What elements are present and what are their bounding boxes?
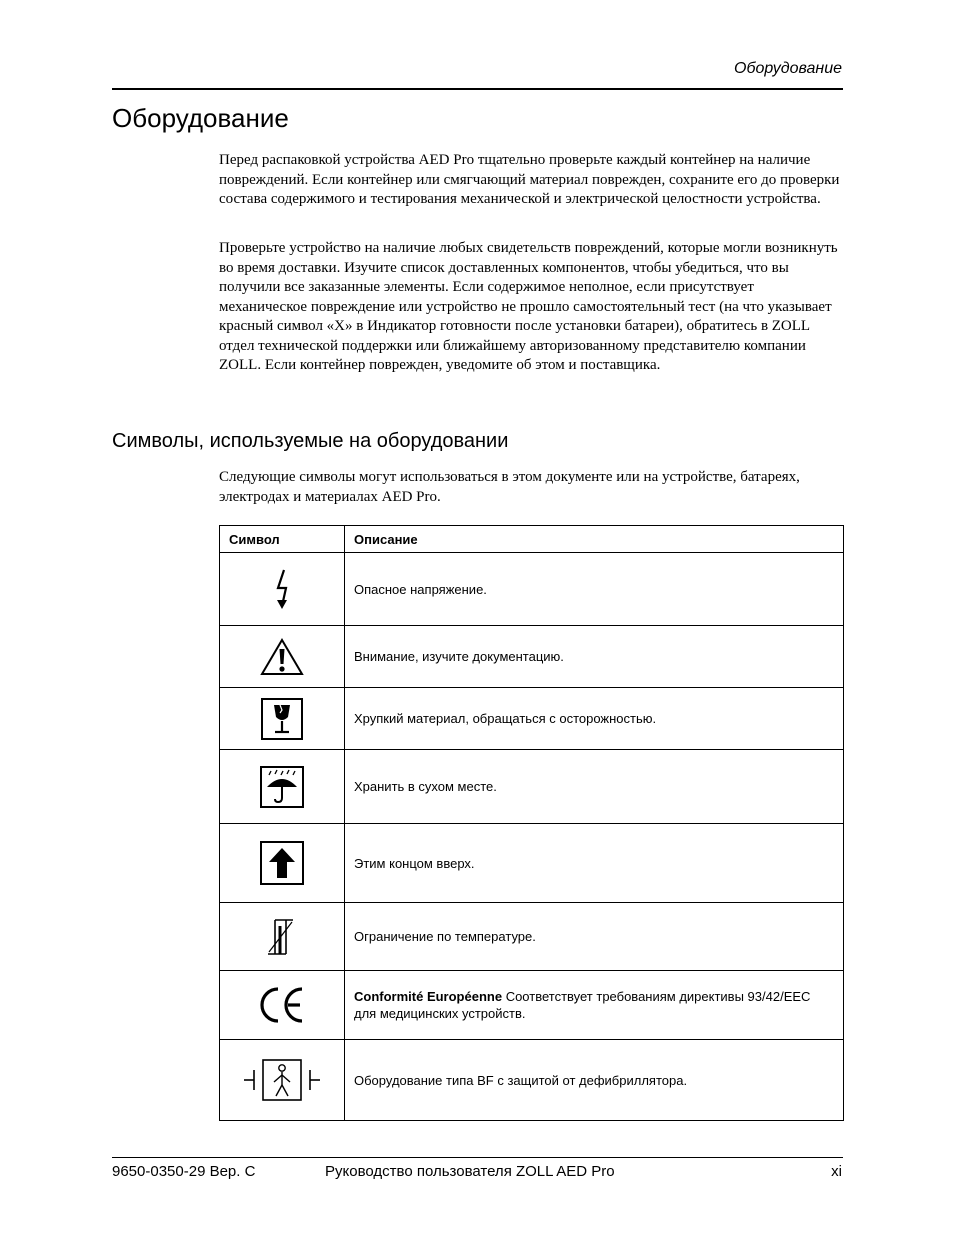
symbols-section-title: Символы, используемые на оборудовании [112, 430, 509, 452]
column-header-description: Описание [345, 526, 844, 553]
ce-mark-icon [258, 985, 306, 1025]
footer-page-number: xi [831, 1163, 842, 1180]
symbol-cell [220, 626, 345, 688]
symbol-cell [220, 971, 345, 1040]
table-row [220, 553, 844, 626]
type-bf-defib-proof-icon [240, 1058, 324, 1102]
symbol-cell [220, 824, 345, 903]
high-voltage-icon [270, 568, 294, 610]
header-divider [112, 88, 843, 90]
symbol-cell [220, 750, 345, 824]
symbols-intro: Следующие символы могут использоваться в этом документе или на устройстве, батареях, электродах и материалах AED Pro. [219, 469, 800, 505]
description-cell [345, 971, 844, 1040]
table-row [220, 1040, 844, 1121]
running-header-title: Оборудование [734, 60, 842, 77]
table-row [220, 626, 844, 688]
caution-triangle-icon [260, 637, 304, 677]
description-cell: Оборудование типа BF с защитой от дефибриллятора. [345, 1040, 844, 1121]
table-row [220, 688, 844, 750]
description-cell: Хрупкий материал, обращаться с осторожностью. [345, 688, 844, 750]
ce-label-bold: Conformité Européenne [354, 989, 503, 1004]
description-cell: Хранить в сухом месте. [345, 750, 844, 824]
symbols-table [219, 525, 844, 1121]
ce-description-text: Соответствует требованиям директивы 93/42/EEC для медицинских устройств. [354, 989, 811, 1021]
symbol-cell [220, 903, 345, 971]
footer-doc-number: 9650-0350-29 Вер. C [112, 1163, 256, 1180]
temperature-limit-icon [265, 914, 299, 960]
table-row [220, 824, 844, 903]
column-header-symbol: Символ [220, 526, 345, 553]
paragraph-inspection: Проверьте устройство на наличие любых свидетельств повреждений, которые могли возникнуть во время доставки. Изучите список доставленных компонентов, чтобы убедиться, что вы получили все заказанные элементы. Если содержимое неполное, если присутствует механическое повреждение или устройство не прошло самостоятельный тест (на что указывает красный символ «X» в Индикатор готовности после установки батареи), обратитесь в ZOLL отдел технической поддержки или ближайшему авторизованному представителю компании ZOLL. Если контейнер поврежден, уведомите об этом и поставщика. [219, 240, 838, 373]
description-cell: Внимание, изучите документацию. [345, 626, 844, 688]
this-way-up-arrow-icon [259, 840, 305, 886]
description-cell: Этим концом вверх. [345, 824, 844, 903]
section-title: Оборудование [112, 103, 289, 133]
paragraph-unpacking: Перед распаковкой устройства AED Pro тщательно проверьте каждый контейнер на наличие повреждений. Если контейнер или смягчающий материал поврежден, сохраните его до проверки состава содержимого и тестирования механической и электрической целостности устройства. [219, 152, 840, 207]
table-header-row [220, 526, 844, 553]
table-row [220, 971, 844, 1040]
keep-dry-umbrella-icon [259, 765, 305, 809]
symbol-cell [220, 688, 345, 750]
footer-manual-title: Руководство пользователя ZOLL AED Pro [325, 1163, 615, 1180]
fragile-glass-icon [260, 697, 304, 741]
description-cell: Ограничение по температуре. [345, 903, 844, 971]
symbol-cell [220, 1040, 345, 1121]
table-row [220, 903, 844, 971]
description-cell: Опасное напряжение. [345, 553, 844, 626]
footer-divider [112, 1157, 843, 1158]
symbol-cell [220, 553, 345, 626]
table-row [220, 750, 844, 824]
